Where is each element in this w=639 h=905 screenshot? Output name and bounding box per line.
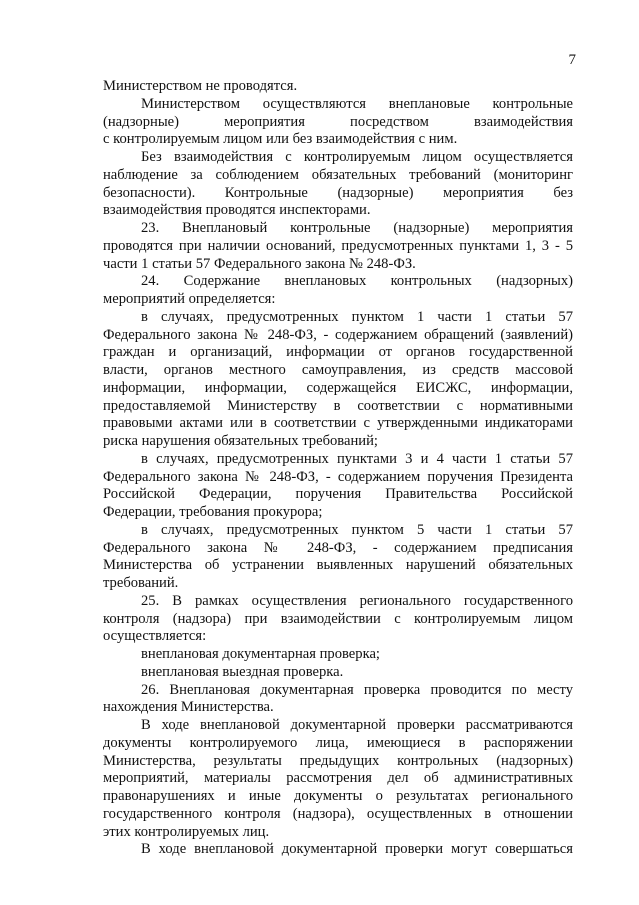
text-line: Без взаимодействия с контролируемым лицом осуществляется — [141, 149, 573, 165]
page-number: 7 — [568, 52, 576, 68]
text-line: в случаях, предусмотренных пунктом 1 части 1 статьи 57 — [141, 308, 573, 325]
text-line: контроля (надзора) при взаимодействии с контролируемым лицом — [103, 610, 573, 627]
text-line: 26. Внеплановая документарная проверка проводится по месту — [141, 681, 573, 698]
text-line: правонарушениях и иные документы о результатах регионального — [103, 788, 573, 804]
text-line: взаимодействия проводятся инспекторами. — [103, 202, 371, 219]
text-line: проводятся при наличии оснований, предусмотренных пунктами 1, 3 - 5 — [103, 237, 573, 254]
text-line: (надзорные) мероприятия посредством взаимодействия — [103, 113, 573, 130]
text-line: безопасности). Контрольные (надзорные) мероприятия без — [103, 184, 573, 201]
text-line: Федерального закона № 248-ФЗ, - содержанием предписания — [103, 539, 573, 556]
text-line: граждан и организаций, информации от органов государственной — [103, 344, 573, 361]
document-body — [103, 78, 573, 859]
text-line: предоставляемой Министерству в соответствии с нормативными — [103, 397, 573, 414]
text-line: Министерством осуществляются внеплановые контрольные — [141, 95, 573, 112]
text-line: 25. В рамках осуществления регионального государственного — [141, 592, 573, 609]
text-line: правовыми актами или в соответствии с утвержденными индикаторами — [103, 415, 573, 432]
text-line: Федерального закона № 248-ФЗ, - содержанием обращений (заявлений) — [103, 326, 573, 343]
text-line: мероприятий, материалы рассмотрения дел об административных — [103, 770, 573, 787]
text-line: риска нарушения обязательных требований; — [103, 433, 378, 449]
text-line: 23. Внеплановый контрольные (надзорные) мероприятия — [141, 220, 573, 236]
text-line: государственного контроля (надзора), осуществленных в отношении — [103, 805, 573, 822]
text-line: Министерства об устранении выявленных нарушений обязательных — [103, 557, 573, 574]
text-line: осуществляется: — [103, 628, 207, 645]
text-line: Министерства, результаты предыдущих контрольных (надзорных) — [103, 752, 573, 769]
text-line: мероприятий определяется: — [103, 291, 276, 307]
text-line: Российской Федерации, поручения Правительства Российской — [103, 486, 573, 503]
text-line: требований. — [103, 575, 179, 591]
text-line: 24. Содержание внеплановых контрольных (надзорных) — [141, 273, 573, 290]
text-line: информации, информации, содержащейся ЕИСЖС, информации, — [103, 379, 573, 396]
text-line: Федерального закона № 248-ФЗ, - содержанием поручения Президента — [103, 468, 573, 485]
text-line: внеплановая выездная проверка. — [141, 663, 344, 680]
text-line: Федерации, требования прокурора; — [103, 504, 323, 520]
text-line: В ходе внеплановой документарной проверки могут совершаться — [141, 841, 573, 858]
text-line: в случаях, предусмотренных пунктом 5 части 1 статьи 57 — [141, 521, 573, 538]
text-line: с контролируемым лицом или без взаимодействия с ним. — [103, 131, 458, 148]
text-line: в случаях, предусмотренных пунктами 3 и 4 части 1 статьи 57 — [141, 450, 573, 467]
text-line: В ходе внеплановой документарной проверки рассматриваются — [141, 717, 573, 733]
text-line: внеплановая документарная проверка; — [141, 646, 380, 662]
text-line: этих контролируемых лиц. — [103, 823, 270, 840]
text-line: нахождения Министерства. — [103, 699, 274, 716]
text-line: власти, органов местного самоуправления, из средств массовой — [103, 362, 573, 378]
text-line: наблюдение за соблюдением обязательных требований (мониторинг — [103, 166, 573, 183]
text-line: Министерством не проводятся. — [103, 78, 298, 94]
text-line: части 1 статьи 57 Федерального закона № 248-ФЗ. — [103, 255, 416, 272]
text-line: документы контролируемого лица, имеющиеся в распоряжении — [103, 734, 573, 751]
